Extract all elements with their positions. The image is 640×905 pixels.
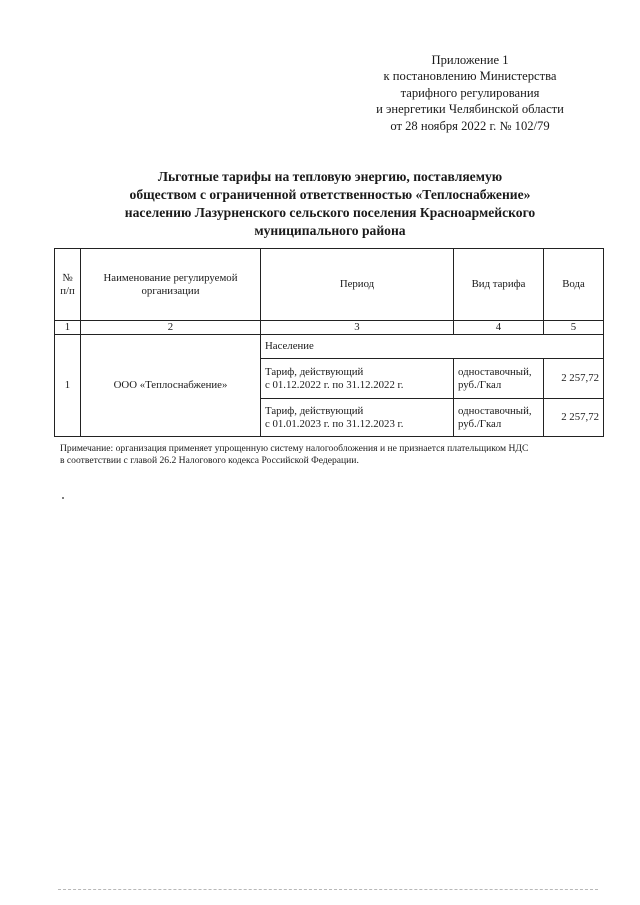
- table-header-row: [55, 249, 604, 321]
- row-group-label: Население: [261, 335, 604, 359]
- tariff-unit: руб./Гкал: [458, 417, 502, 430]
- title-line: населению Лазурненского сельского поселения Красноармейского: [124, 205, 536, 220]
- note-line: Примечание: организация применяет упрощенную систему налогообложения и не признается плательщиком НДС: [60, 443, 529, 454]
- appendix-line: тарифного регулирования: [400, 85, 540, 100]
- tariff-type-cell: [454, 359, 544, 399]
- appendix-line: к постановлению Министерства: [383, 69, 557, 84]
- title-line: обществом с ограниченной ответственностью «Теплоснабжение»: [129, 187, 531, 202]
- row-num: 1: [55, 335, 81, 437]
- column-number: 1: [55, 321, 81, 335]
- header-water: Вода: [544, 249, 604, 321]
- document-title: [60, 168, 600, 240]
- table-note: [60, 443, 620, 468]
- period-text: Тариф, действующий: [265, 365, 364, 378]
- tariff-type-cell: [454, 399, 544, 437]
- page-bottom-line: [58, 889, 598, 890]
- column-number: 5: [544, 321, 604, 335]
- column-number: 2: [81, 321, 261, 335]
- period-cell: [261, 359, 454, 399]
- tariff-type-text: одноставочный,: [458, 404, 532, 417]
- period-cell: [261, 399, 454, 437]
- appendix-line: от 28 ноября 2022 г. № 102/79: [390, 118, 550, 133]
- column-number: 4: [454, 321, 544, 335]
- appendix-header: [345, 52, 595, 134]
- title-line: муниципального района: [254, 223, 406, 238]
- column-number: 3: [261, 321, 454, 335]
- appendix-line: Приложение 1: [431, 53, 509, 67]
- header-organization: Наименование регулируемой организации: [81, 249, 261, 321]
- tariff-unit: руб./Гкал: [458, 378, 502, 391]
- water-value: 2 257,72: [544, 359, 604, 399]
- table-row: [55, 335, 604, 359]
- water-value: 2 257,72: [544, 399, 604, 437]
- appendix-line: и энергетики Челябинской области: [376, 102, 564, 117]
- note-line: в соответствии с главой 26.2 Налогового кодекса Российской Федерации.: [60, 455, 359, 467]
- period-dates: с 01.01.2023 г. по 31.12.2023 г.: [265, 417, 404, 430]
- header-num: № п/п: [55, 249, 81, 321]
- header-period: Период: [261, 249, 454, 321]
- tariff-table: [54, 248, 604, 437]
- column-number-row: [55, 321, 604, 335]
- header-tariff-type: Вид тарифа: [454, 249, 544, 321]
- scan-speck: [62, 497, 64, 499]
- title-line: Льготные тарифы на тепловую энергию, поставляемую: [157, 169, 503, 184]
- row-organization: ООО «Теплоснабжение»: [81, 335, 261, 437]
- tariff-type-text: одноставочный,: [458, 365, 532, 378]
- period-text: Тариф, действующий: [265, 404, 364, 417]
- period-dates: с 01.12.2022 г. по 31.12.2022 г.: [265, 378, 404, 391]
